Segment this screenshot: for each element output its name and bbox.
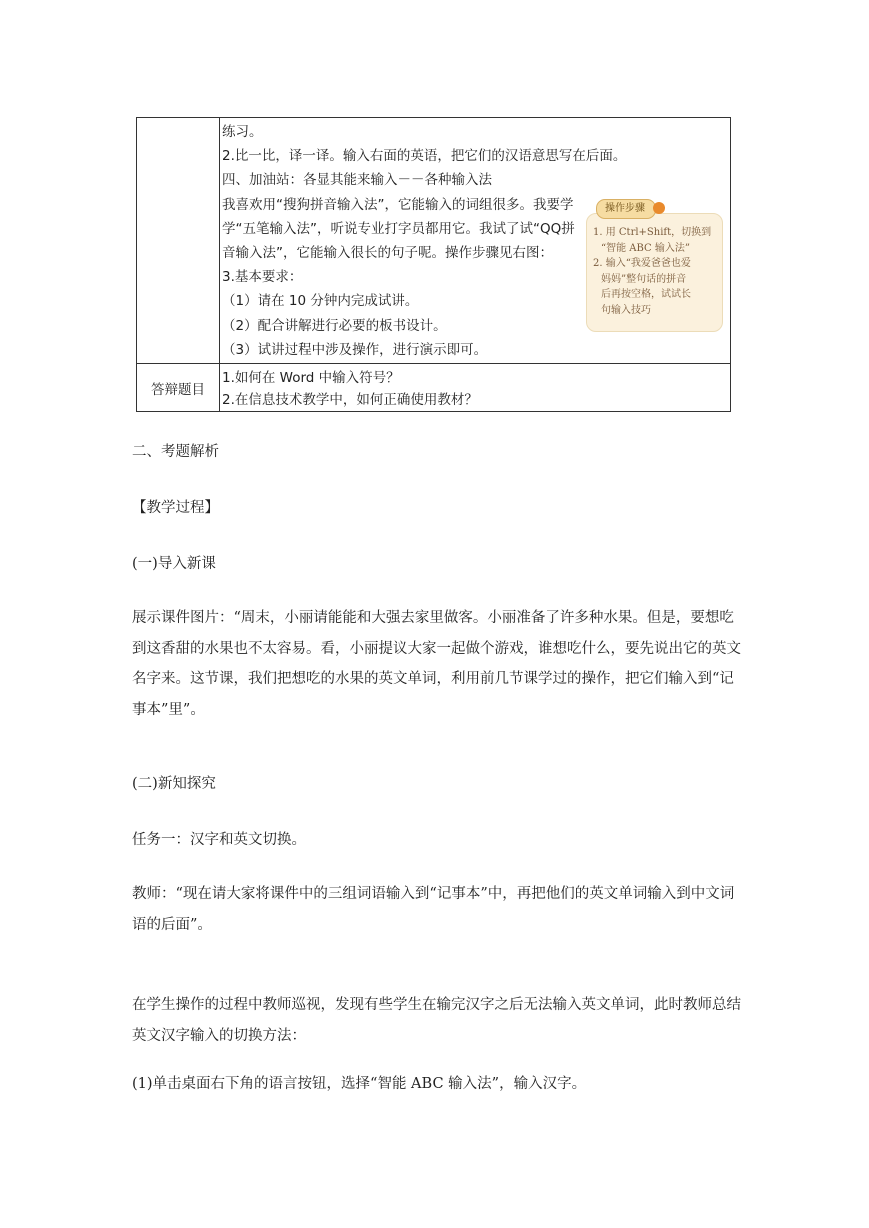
section2-heading: (二)新知探究: [132, 776, 216, 792]
table-line: 我喜欢用“搜狗拼音输入法”，它能输入的词组很多。我要学: [222, 196, 574, 213]
section1-paragraph: 展示课件图片：“周末，小丽请能能和大强去家里做客。小丽准备了许多种水果。但是，要想吃到这香甜的水果也不太容易。看，小丽提议大家一起做个游戏，谁想吃什么，要先说出它的英文名字来。这节课，我们把想吃的水果的英文单词，利用前几节课学过的操作，把它们输入到“记事本”里”。: [132, 610, 741, 718]
process-heading: 【教学过程】: [132, 500, 219, 516]
operation-steps-card: [586, 199, 724, 332]
steps-title: 操作步骤: [596, 199, 656, 219]
steps-line: 句输入技巧: [601, 304, 651, 316]
table-column-divider: [219, 118, 220, 411]
teacher-paragraph: 教师：“现在请大家将课件中的三组词语输入到“记事本”中，再把他们的英文单词输入到中文词语的后面”。: [132, 886, 735, 933]
table-line: （2）配合讲解进行必要的板书设计。: [222, 317, 447, 334]
step1-text: (1)单击桌面右下角的语言按钮，选择“智能 ABC 输入法”，输入汉字。: [132, 1076, 587, 1092]
analysis-heading: 二、考题解析: [132, 444, 219, 460]
steps-title-dot-icon: [653, 202, 665, 214]
table-line: （1）请在 10 分钟内完成试讲。: [222, 293, 419, 310]
defense-questions-cell: [222, 367, 478, 411]
task1-text: 任务一：汉字和英文切换。: [132, 832, 306, 848]
table-line: 音输入法”，它能输入很长的句子呢。操作步骤见右图：: [222, 244, 553, 261]
steps-line: 2. 输入“我爱爸爸也爱: [593, 258, 691, 269]
steps-line: 后再按空格，试试长: [601, 289, 691, 300]
steps-line: 1. 用 Ctrl+Shift，切换到: [593, 227, 712, 238]
steps-text: [593, 225, 719, 318]
table-line: 3.基本要求：: [222, 269, 303, 286]
defense-question: 2.在信息技术教学中，如何正确使用教材？: [222, 392, 478, 408]
defense-label: 答辩题目: [151, 381, 205, 398]
table-line: 练习。: [222, 124, 263, 140]
table-line: 2.比一比，译一译。输入右面的英语，把它们的汉语意思写在后面。: [222, 148, 627, 165]
steps-line: “智能 ABC 输入法”: [601, 242, 690, 254]
steps-line: 妈妈”整句话的拼音: [601, 273, 687, 285]
observe-paragraph: 在学生操作的过程中教师巡视，发现有些学生在输完汉字之后无法输入英文单词，此时教师总结英文汉字输入的切换方法：: [132, 997, 741, 1044]
table-line: （3）试讲过程中涉及操作，进行演示即可。: [222, 341, 488, 358]
defense-question: 1.如何在 Word 中输入符号？: [222, 370, 400, 386]
table-line: 学“五笔输入法”，听说专业打字员都用它。我试了试“QQ拼: [222, 220, 575, 237]
section1-heading: (一)导入新课: [132, 556, 216, 572]
table-line: 四、加油站：各显其能来输入－－各种输入法: [222, 172, 492, 189]
table-row-divider: [137, 363, 730, 364]
